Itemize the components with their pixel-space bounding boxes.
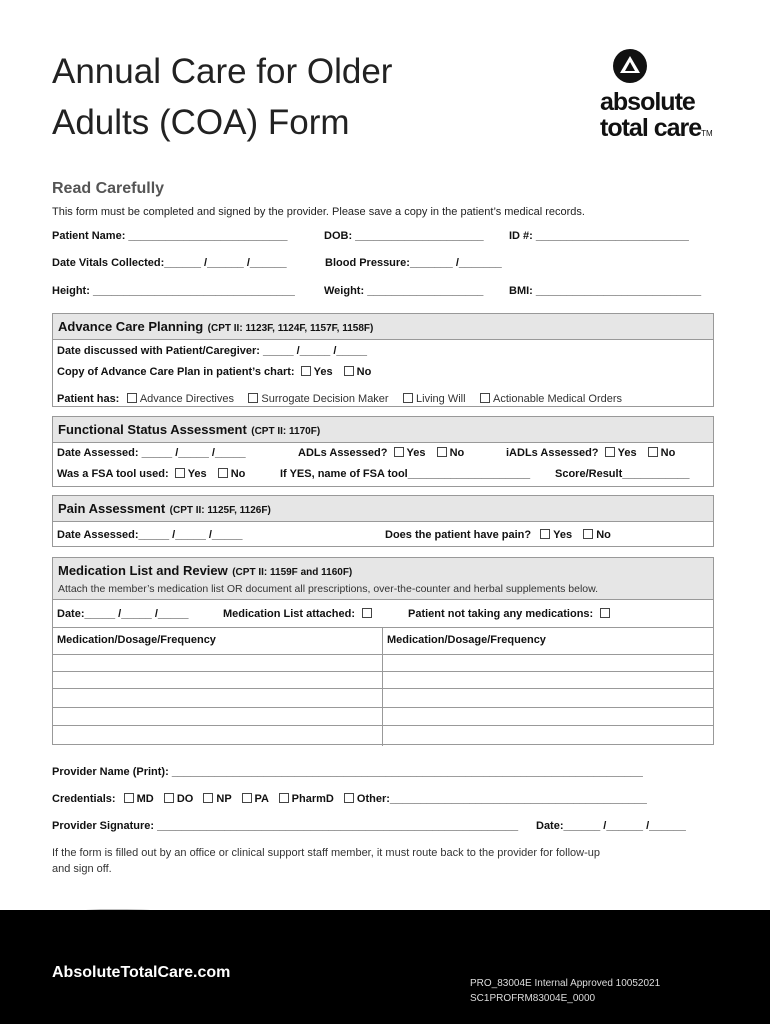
- pain-yes-checkbox[interactable]: [540, 529, 550, 539]
- logo-trademark: TM: [701, 129, 713, 138]
- height-field[interactable]: _________________________________: [92, 285, 295, 297]
- np-label: NP: [216, 793, 232, 805]
- read-carefully-heading: Read Carefully: [52, 180, 165, 197]
- medication-entry-l-4[interactable]: [53, 708, 382, 725]
- pain-section: [52, 495, 714, 547]
- functional-date-field[interactable]: Date Assessed: _____ /_____ /_____: [57, 447, 246, 459]
- patient-name-label: [52, 230, 287, 242]
- iadls-yes-label: Yes: [617, 447, 637, 459]
- not-taking-label: Patient not taking any medications:: [408, 608, 594, 620]
- id-text: ID #:: [509, 230, 533, 242]
- medication-note: Attach the member’s medication list OR document all prescriptions, over-the-counter and herbal supplements below.: [58, 583, 599, 595]
- adls-yes-label: Yes: [406, 447, 426, 459]
- adls-label: ADLs Assessed?: [298, 447, 388, 459]
- medication-attached-checkbox[interactable]: [362, 608, 372, 618]
- iadls-no-checkbox[interactable]: [648, 447, 658, 457]
- logo-line-2: [600, 116, 713, 141]
- id-field[interactable]: _________________________: [535, 230, 689, 242]
- copy-plan-label: Copy of Advance Care Plan in patient’s chart:: [57, 366, 295, 378]
- pa-checkbox[interactable]: [242, 793, 252, 803]
- pain-yes-label: Yes: [553, 529, 573, 541]
- date-vitals-field[interactable]: Date Vitals Collected:______ /______ /______: [52, 257, 287, 269]
- advance-care-cpt: (CPT II: 1123F, 1124F, 1157F, 1158F): [207, 323, 374, 334]
- adls-no-checkbox[interactable]: [437, 447, 447, 457]
- adls-yes-checkbox[interactable]: [394, 447, 404, 457]
- not-taking-row: [408, 608, 613, 620]
- patient-name-text: Patient Name:: [52, 230, 126, 242]
- dob-label: [324, 230, 484, 242]
- medication-attached-label: Medication List attached:: [223, 608, 356, 620]
- form-title-line-1: Annual Care for Older: [52, 52, 393, 91]
- functional-cpt: (CPT II: 1170F): [251, 426, 321, 437]
- medication-title: Medication List and Review: [58, 563, 228, 578]
- blood-pressure-field[interactable]: Blood Pressure:_______ /_______: [325, 257, 502, 269]
- form-title-line-2: Adults (COA) Form: [52, 103, 350, 142]
- md-label: MD: [136, 793, 154, 805]
- copy-plan-row: [57, 366, 371, 378]
- adls-no-label: No: [449, 447, 465, 459]
- functional-section: [52, 416, 714, 487]
- medication-col-1-header: Medication/Dosage/Frequency: [57, 634, 216, 646]
- bmi-field[interactable]: ___________________________: [535, 285, 702, 297]
- medication-entry-r-3[interactable]: [383, 689, 713, 707]
- signature-label: Provider Signature:: [52, 820, 155, 832]
- medication-table: [52, 627, 714, 745]
- weight-field[interactable]: ___________________: [367, 285, 484, 297]
- logo-line-2-text: total care: [600, 114, 702, 142]
- dob-text: DOB:: [324, 230, 353, 242]
- functional-header: [53, 417, 713, 443]
- signature-date-field[interactable]: Date:______ /______ /______: [536, 820, 686, 832]
- copy-plan-yes-checkbox[interactable]: [301, 366, 311, 376]
- medication-entry-l-1[interactable]: [53, 655, 382, 671]
- surrogate-decision-label: Surrogate Decision Maker: [261, 393, 389, 405]
- fsa-tool-name-field[interactable]: If YES, name of FSA tool____________________: [280, 468, 531, 480]
- fsa-no-label: No: [230, 468, 246, 480]
- copy-plan-yes-label: Yes: [313, 366, 333, 378]
- signature-row: [52, 820, 518, 832]
- patient-name-field[interactable]: __________________________: [128, 230, 288, 242]
- medication-entry-l-3[interactable]: [53, 689, 382, 707]
- living-will-label: Living Will: [416, 393, 466, 405]
- np-checkbox[interactable]: [203, 793, 213, 803]
- iadls-row: [506, 447, 675, 459]
- medication-header: [53, 558, 713, 600]
- advance-care-title: Advance Care Planning: [58, 319, 204, 334]
- height-text: Height:: [52, 285, 90, 297]
- pain-cpt: (CPT II: 1125F, 1126F): [169, 505, 271, 516]
- pain-header: [53, 496, 713, 522]
- surrogate-decision-checkbox[interactable]: [248, 393, 258, 403]
- logo-line-1: absolute: [600, 88, 695, 116]
- footer-website-link[interactable]: AbsoluteTotalCare.com: [52, 964, 231, 981]
- pain-question-label: Does the patient have pain?: [385, 529, 532, 541]
- medication-entry-r-5[interactable]: [383, 726, 713, 744]
- weight-text: Weight:: [324, 285, 365, 297]
- provider-name-field[interactable]: _____________________________________________________________________________: [171, 766, 643, 778]
- advance-care-header: [53, 314, 713, 340]
- medication-entry-l-2[interactable]: [53, 672, 382, 688]
- pain-no-label: No: [596, 529, 611, 541]
- routing-note-line-1: If the form is filled out by an office or clinical support staff member, it must route back to the provider for follow-up: [52, 847, 601, 859]
- medication-cpt: (CPT II: 1159F and 1160F): [232, 567, 353, 578]
- pharmd-label: PharmD: [291, 793, 334, 805]
- other-label: Other:: [356, 793, 390, 805]
- weight-label: [324, 285, 483, 297]
- advance-directives-label: Advance Directives: [139, 393, 234, 405]
- pain-title: Pain Assessment: [58, 501, 166, 516]
- bmi-text: BMI:: [509, 285, 533, 297]
- medication-col-2-header: Medication/Dosage/Frequency: [387, 634, 546, 646]
- living-will-checkbox[interactable]: [403, 393, 413, 403]
- provider-name-label: Provider Name (Print):: [52, 766, 169, 778]
- intro-text: This form must be completed and signed by the provider. Please save a copy in the patient’s medical records.: [52, 206, 585, 218]
- adls-row: [298, 447, 464, 459]
- advance-care-section: [52, 313, 714, 407]
- copy-plan-no-checkbox[interactable]: [344, 366, 354, 376]
- not-taking-checkbox[interactable]: [600, 608, 610, 618]
- pain-date-field[interactable]: Date Assessed:_____ /_____ /_____: [57, 529, 243, 541]
- credentials-row: [52, 793, 647, 805]
- medication-entry-r-2[interactable]: [383, 672, 713, 688]
- footer-code-1: PRO_83004E Internal Approved 10052021: [470, 978, 661, 989]
- pain-no-checkbox[interactable]: [583, 529, 593, 539]
- id-label: [509, 230, 689, 242]
- patient-has-row: [57, 389, 622, 407]
- fsa-yes-label: Yes: [187, 468, 207, 480]
- medication-date-field[interactable]: Date:_____ /_____ /_____: [57, 608, 189, 620]
- bmi-label: [509, 285, 701, 297]
- advance-directives-checkbox[interactable]: [127, 393, 137, 403]
- credentials-label: Credentials:: [52, 793, 116, 805]
- iadls-no-label: No: [660, 447, 676, 459]
- pharmd-checkbox[interactable]: [279, 793, 289, 803]
- fsa-tool-label: Was a FSA tool used:: [57, 468, 169, 480]
- medication-entry-r-4[interactable]: [383, 708, 713, 725]
- fsa-no-checkbox[interactable]: [218, 468, 228, 478]
- fsa-yes-checkbox[interactable]: [175, 468, 185, 478]
- footer-code-2: SC1PROFRM83004E_0000: [470, 993, 596, 1004]
- iadls-label: iADLs Assessed?: [506, 447, 599, 459]
- pa-label: PA: [254, 793, 269, 805]
- functional-title: Functional Status Assessment: [58, 422, 247, 437]
- medication-entry-r-1[interactable]: [383, 655, 713, 671]
- patient-has-label: Patient has:: [57, 393, 120, 405]
- pain-question-row: [385, 529, 611, 541]
- iadls-yes-checkbox[interactable]: [605, 447, 615, 457]
- do-checkbox[interactable]: [164, 793, 174, 803]
- height-label: [52, 285, 295, 297]
- fsa-tool-row: [57, 468, 245, 480]
- medication-section: [52, 557, 714, 628]
- other-credential-field[interactable]: __________________________________________: [389, 793, 647, 805]
- logo-mark-icon: [612, 48, 648, 84]
- fsa-score-field[interactable]: Score/Result___________: [555, 468, 690, 480]
- actionable-orders-checkbox[interactable]: [480, 393, 490, 403]
- do-label: DO: [176, 793, 194, 805]
- other-checkbox[interactable]: [344, 793, 354, 803]
- md-checkbox[interactable]: [124, 793, 134, 803]
- date-discussed-field[interactable]: Date discussed with Patient/Caregiver: _____ /_____ /_____: [57, 345, 367, 357]
- routing-note-line-2: and sign off.: [52, 863, 112, 875]
- provider-name-row: [52, 766, 643, 778]
- signature-field[interactable]: ___________________________________________________________: [157, 820, 519, 832]
- actionable-orders-label: Actionable Medical Orders: [493, 393, 623, 405]
- medication-entry-l-5[interactable]: [53, 726, 382, 744]
- dob-field[interactable]: _____________________: [355, 230, 484, 242]
- copy-plan-no-label: No: [356, 366, 372, 378]
- medication-attached-row: [223, 608, 375, 620]
